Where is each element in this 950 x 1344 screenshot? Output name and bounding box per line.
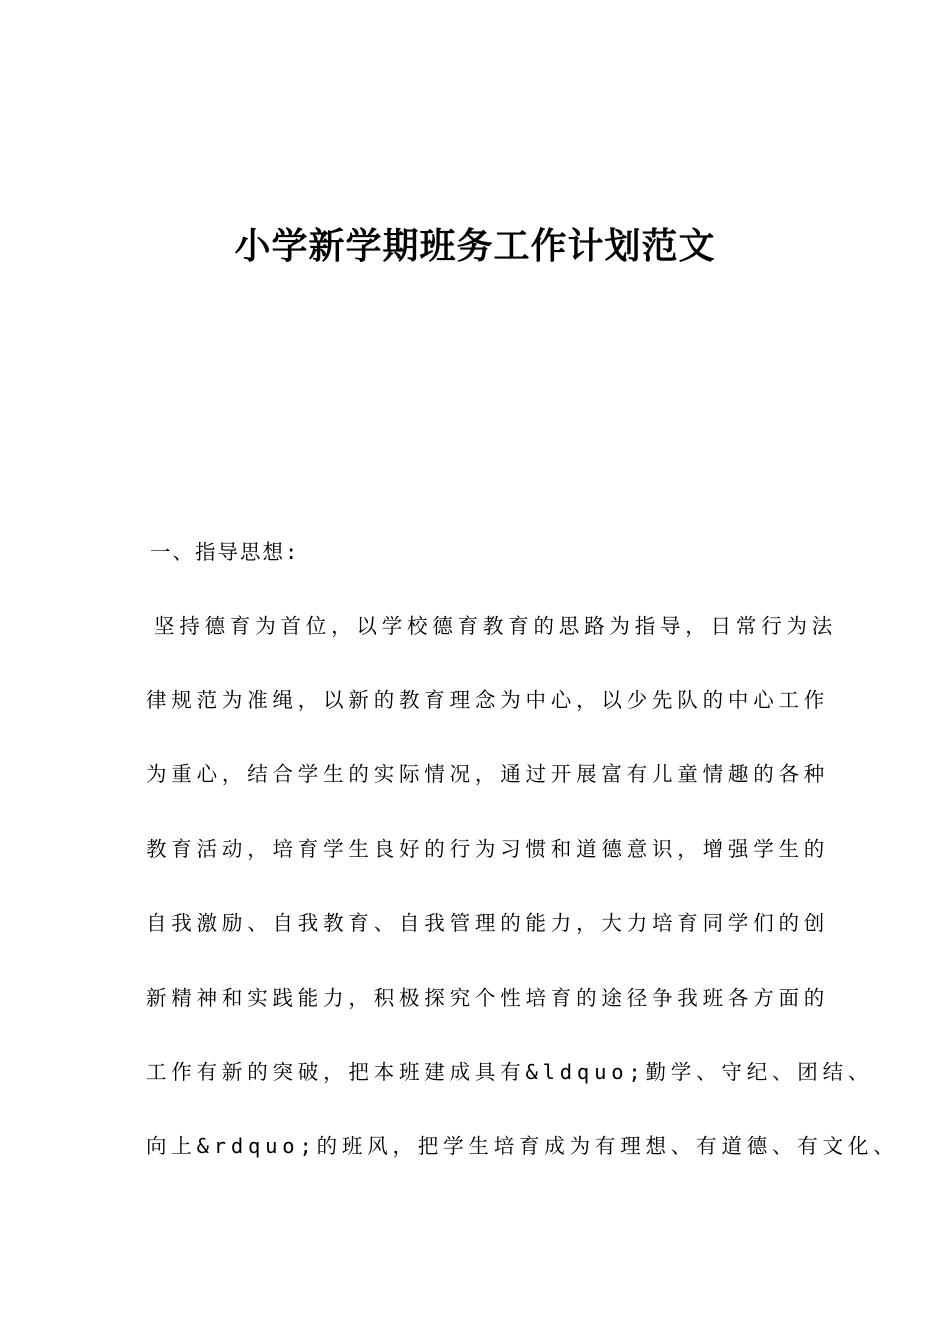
section-heading: 一、指导思想: [150,540,300,564]
document-title: 小学新学期班务工作计划范文 [234,226,716,267]
paragraph-line-8: 向上&rdquo;的班风，把学生培育成为有理想、有道德、有文化、 [146,1134,899,1158]
paragraph-line-5: 自我激励、自我教育、自我管理的能力，大力培育同学们的创 [146,911,830,935]
paragraph-line-4: 教育活动，培育学生良好的行为习惯和道德意识，增强学生的 [146,837,830,861]
paragraph-line-7: 工作有新的突破，把本班建成具有&ldquo;勤学、守纪、团结、 [146,1060,874,1084]
paragraph-line-2: 律规范为准绳，以新的教育理念为中心，以少先队的中心工作 [146,688,830,712]
paragraph-line-3: 为重心，结合学生的实际情况，通过开展富有儿童情趣的各种 [146,762,830,786]
paragraph-line-1: 坚持德育为首位，以学校德育教育的思路为指导，日常行为法 [154,614,838,638]
paragraph-line-6: 新精神和实践能力，积极探究个性培育的途径争我班各方面的 [146,986,830,1010]
